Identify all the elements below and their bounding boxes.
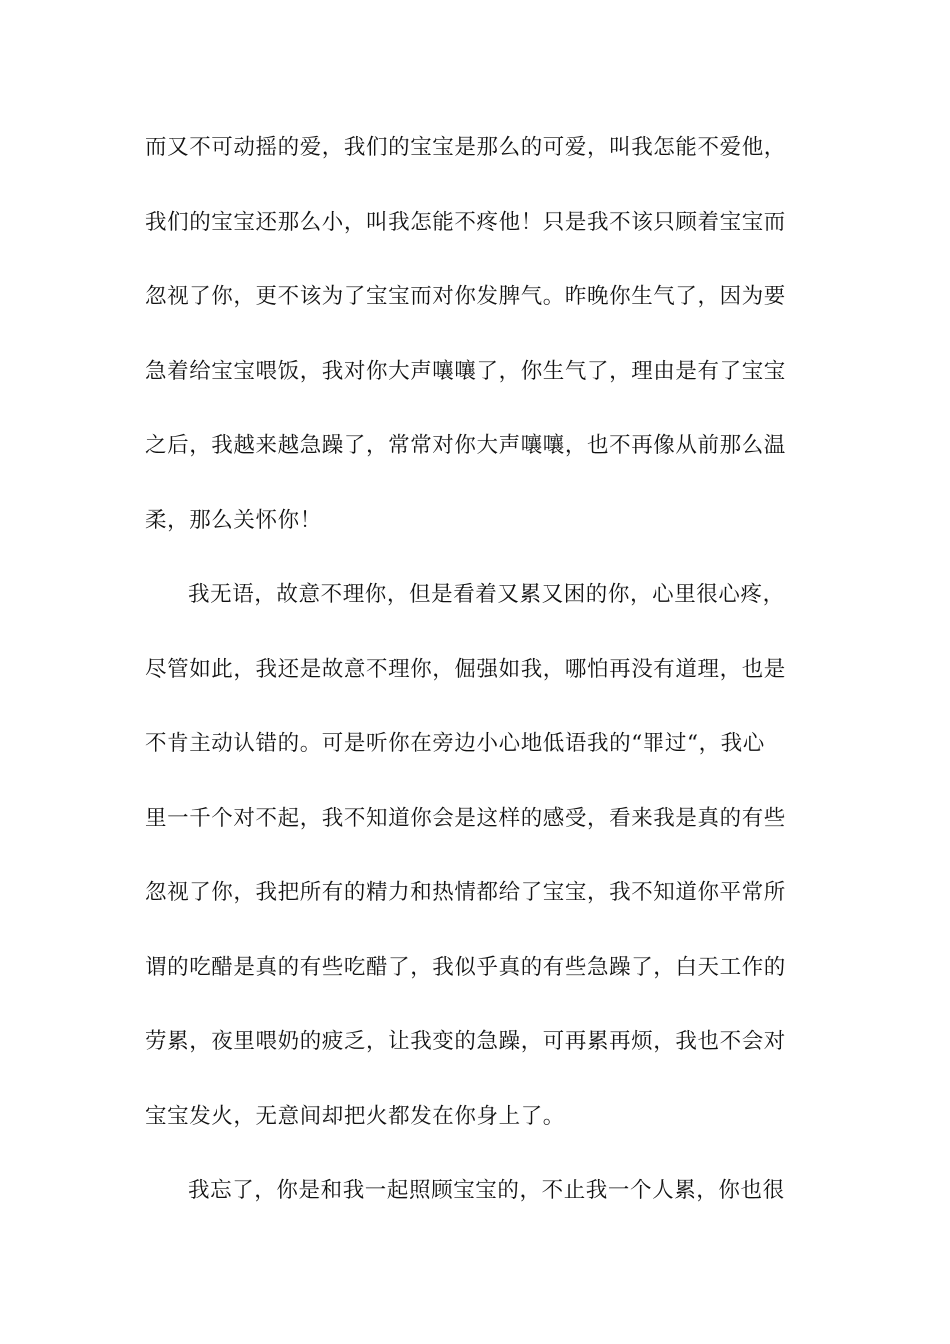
text-line-1: 而又不可动摇的爱，我们的宝宝是那么的可爱，叫我怎能不爱他，	[145, 135, 786, 160]
text-line-6: 柔，那么关怀你！	[145, 507, 322, 533]
text-line-12: 谓的吃醋是真的有些吃醋了，我似乎真的有些急躁了，白天工作的	[145, 954, 786, 980]
body-text	[145, 111, 810, 1229]
text-line-5: 之后，我越来越急躁了，常常对你大声嚷嚷，也不再像从前那么温	[145, 433, 786, 458]
text-line-8: 尽管如此，我还是故意不理你，倔强如我，哪怕再没有道理，也是	[145, 656, 786, 682]
text-line-13: 劳累，夜里喂奶的疲乏，让我变的急躁，可再累再烦，我也不会对	[145, 1029, 786, 1054]
text-line-3: 忽视了你，更不该为了宝宝而对你发脾气。昨晚你生气了，因为要	[145, 284, 786, 309]
text-line-10: 里一千个对不起，我不知道你会是这样的感受，看来我是真的有些	[145, 805, 786, 831]
text-line-4: 急着给宝宝喂饭，我对你大声嚷嚷了，你生气了，理由是有了宝宝	[145, 358, 786, 384]
text-line-14: 宝宝发火，无意间却把火都发在你身上了。	[145, 1103, 565, 1129]
text-line-2: 我们的宝宝还那么小，叫我怎能不疼他！只是我不该只顾着宝宝而	[145, 209, 786, 235]
text-line-11: 忽视了你，我把所有的精力和热情都给了宝宝，我不知道你平常所	[145, 880, 786, 905]
text-line-7: 我无语，故意不理你，但是看着又累又困的你，心里很心疼，	[188, 582, 785, 607]
text-line-15: 我忘了，你是和我一起照顾宝宝的，不止我一个人累，你也很	[188, 1178, 785, 1203]
text-line-9: 不肯主动认错的。可是听你在旁边小心地低语我的“罪过“，我心	[145, 731, 765, 756]
